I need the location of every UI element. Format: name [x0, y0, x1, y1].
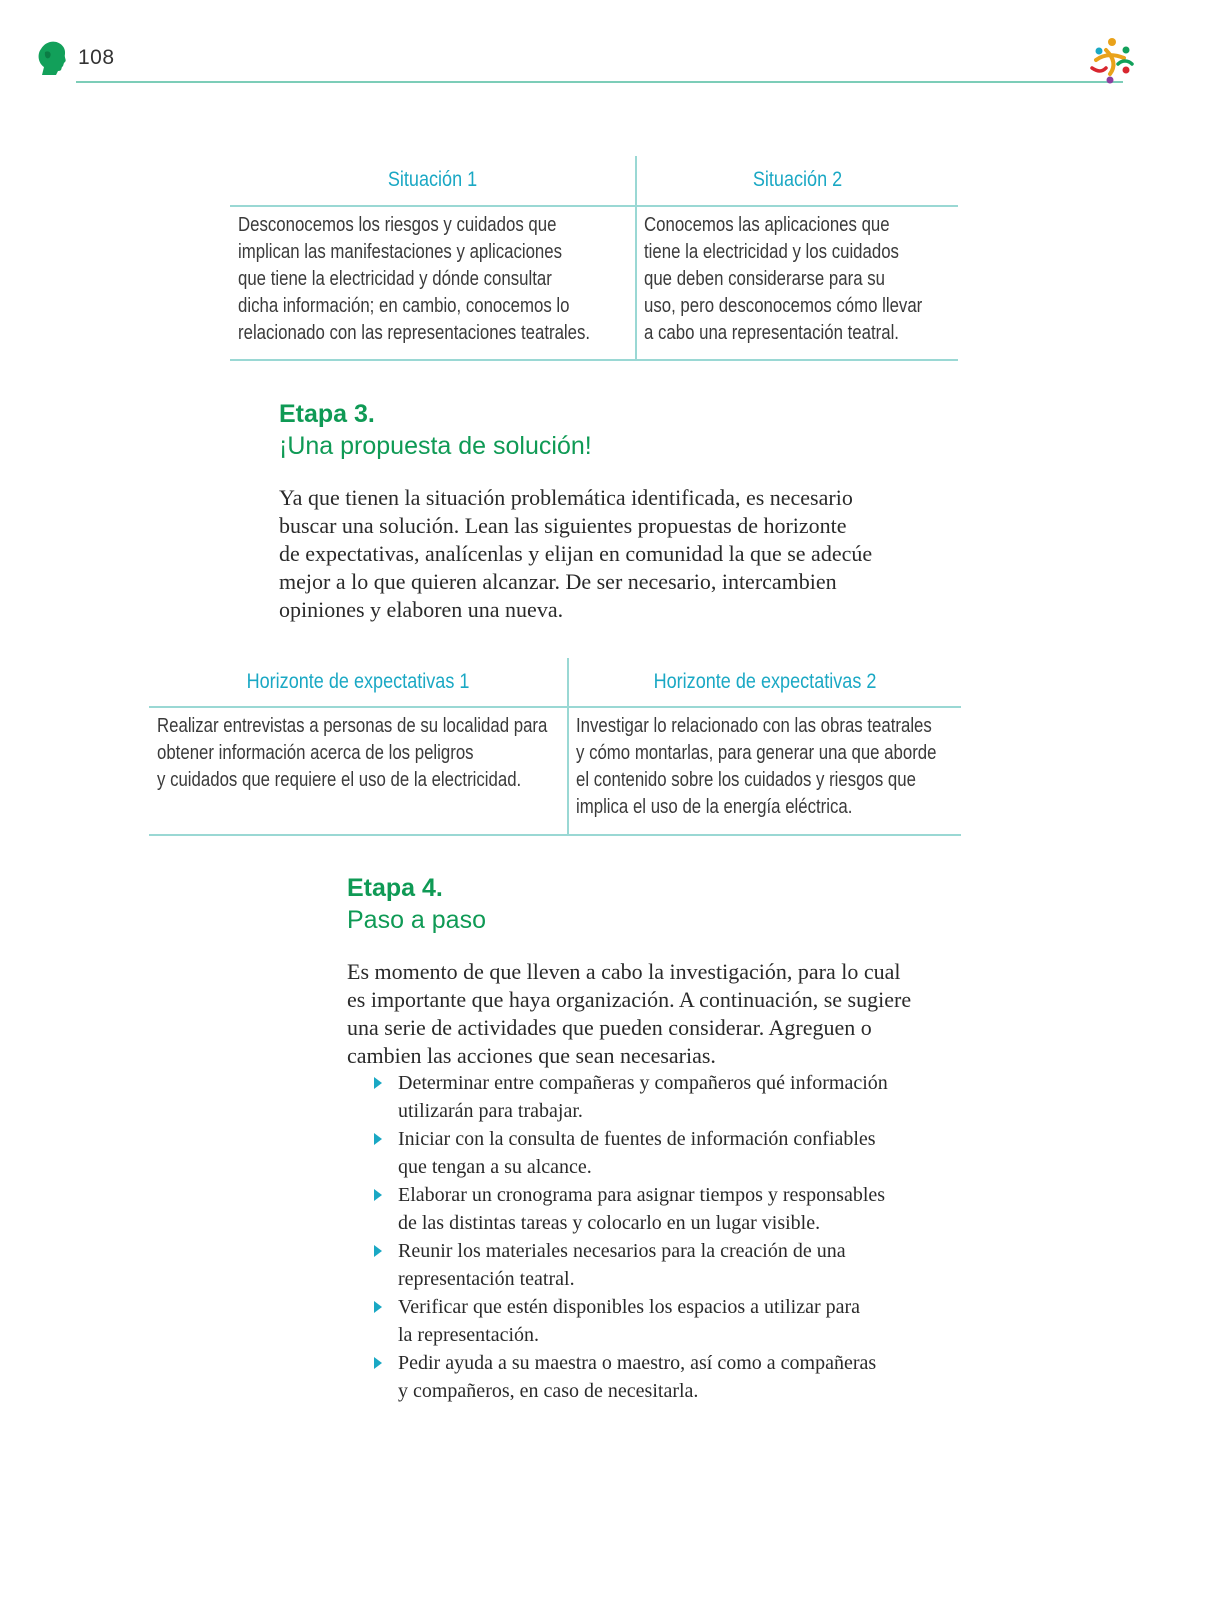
- paragraph-line: cambien las acciones que sean necesarias.: [347, 1043, 716, 1068]
- list-item-line: que tengan a su alcance.: [398, 1156, 592, 1178]
- bullet-arrow-icon: [374, 1189, 382, 1201]
- table-cell-line: y cómo montarlas, para generar una que aborde: [576, 742, 937, 764]
- paragraph-line: una serie de actividades que pueden considerar. Agreguen o: [347, 1015, 872, 1040]
- table-cell-line: a cabo una representación teatral.: [644, 322, 899, 344]
- table-header-expectations-1: Horizonte de expectativas 1: [246, 670, 470, 693]
- table-cell-situation-1: [238, 212, 633, 347]
- table-cell-line: tiene la electricidad y los cuidados: [644, 241, 899, 263]
- table-cell-line: implican las manifestaciones y aplicaciones: [238, 241, 563, 263]
- list-item-line: Reunir los materiales necesarios para la creación de una: [398, 1240, 846, 1262]
- table-header-situation-2: Situación 2: [752, 168, 843, 191]
- list-item: [374, 1125, 888, 1181]
- stage-4-subtitle: Paso a paso: [347, 906, 486, 934]
- table-cell-line: Realizar entrevistas a personas de su localidad para: [157, 715, 548, 737]
- green-profile-icon: [36, 40, 68, 76]
- table-cell-line: el contenido sobre los cuidados y riesgos que: [576, 769, 916, 791]
- list-item: [374, 1181, 888, 1237]
- bullet-arrow-icon: [374, 1301, 382, 1313]
- table-cell-line: Desconocemos los riesgos y cuidados que: [238, 214, 557, 236]
- stage-3-paragraph: [279, 484, 872, 624]
- paragraph-line: Ya que tienen la situación problemática identificada, es necesario: [279, 485, 853, 510]
- bullet-arrow-icon: [374, 1133, 382, 1145]
- table-cell-line: y cuidados que requiere el uso de la electricidad.: [157, 769, 522, 791]
- activity-list: [374, 1069, 888, 1405]
- paragraph-line: opiniones y elaboren una nueva.: [279, 597, 564, 622]
- table-bottom-rule: [149, 834, 961, 836]
- list-item-line: utilizarán para trabajar.: [398, 1100, 583, 1122]
- table-cell-expectations-2: [576, 713, 959, 821]
- table-header-rule: [149, 706, 961, 708]
- page-header: [36, 36, 1146, 88]
- header-rule: [76, 81, 1123, 83]
- table-cell-line: uso, pero desconocemos cómo llevar: [644, 295, 923, 317]
- bullet-arrow-icon: [374, 1245, 382, 1257]
- table-header-rule: [230, 205, 958, 207]
- list-item: [374, 1349, 888, 1405]
- list-item-line: y compañeros, en caso de necesitarla.: [398, 1380, 699, 1402]
- bullet-arrow-icon: [374, 1077, 382, 1089]
- table-cell-line: Conocemos las aplicaciones que: [644, 214, 890, 236]
- list-item-line: Elaborar un cronograma para asignar tiempos y responsables: [398, 1184, 886, 1206]
- list-item-line: Determinar entre compañeras y compañeros qué información: [398, 1072, 888, 1094]
- colorful-community-icon: [1086, 36, 1138, 86]
- table-cell-line: que deben considerarse para su: [644, 268, 885, 290]
- paragraph-line: buscar una solución. Lean las siguientes propuestas de horizonte: [279, 513, 847, 538]
- paragraph-line: Es momento de que lleven a cabo la investigación, para lo cual: [347, 959, 901, 984]
- page-number: 108: [78, 46, 115, 69]
- list-item-line: Pedir ayuda a su maestra o maestro, así como a compañeras: [398, 1352, 877, 1374]
- list-item: [374, 1237, 888, 1293]
- table-cell-line: que tiene la electricidad y dónde consultar: [238, 268, 552, 290]
- table-cell-line: dicha información; en cambio, conocemos lo: [238, 295, 570, 317]
- table-cell-expectations-1: [157, 713, 565, 794]
- stage-3-title: Etapa 3.: [279, 400, 375, 428]
- table-cell-line: implica el uso de la energía eléctrica.: [576, 796, 853, 818]
- bullet-arrow-icon: [374, 1357, 382, 1369]
- stage-4-paragraph: [347, 958, 911, 1070]
- table-cell-situation-2: [644, 212, 956, 347]
- table-bottom-rule: [230, 359, 958, 361]
- table-header-situation-1: Situación 1: [387, 168, 478, 191]
- stage-3-subtitle: ¡Una propuesta de solución!: [279, 432, 592, 460]
- table-header-expectations-2: Horizonte de expectativas 2: [653, 670, 877, 693]
- list-item-line: la representación.: [398, 1324, 540, 1346]
- table-cell-line: Investigar lo relacionado con las obras teatrales: [576, 715, 932, 737]
- table-cell-line: obtener información acerca de los peligros: [157, 742, 474, 764]
- list-item-line: de las distintas tareas y colocarlo en un lugar visible.: [398, 1212, 821, 1234]
- list-item: [374, 1069, 888, 1125]
- paragraph-line: es importante que haya organización. A continuación, se sugiere: [347, 987, 912, 1012]
- paragraph-line: de expectativas, analícenlas y elijan en comunidad la que se adecúe: [279, 541, 873, 566]
- list-item: [374, 1293, 888, 1349]
- list-item-line: Verificar que estén disponibles los espacios a utilizar para: [398, 1296, 861, 1318]
- table-cell-line: relacionado con las representaciones teatrales.: [238, 322, 591, 344]
- stage-4-title: Etapa 4.: [347, 874, 443, 902]
- list-item-line: Iniciar con la consulta de fuentes de información confiables: [398, 1128, 876, 1150]
- list-item-line: representación teatral.: [398, 1268, 575, 1290]
- paragraph-line: mejor a lo que quieren alcanzar. De ser necesario, intercambien: [279, 569, 837, 594]
